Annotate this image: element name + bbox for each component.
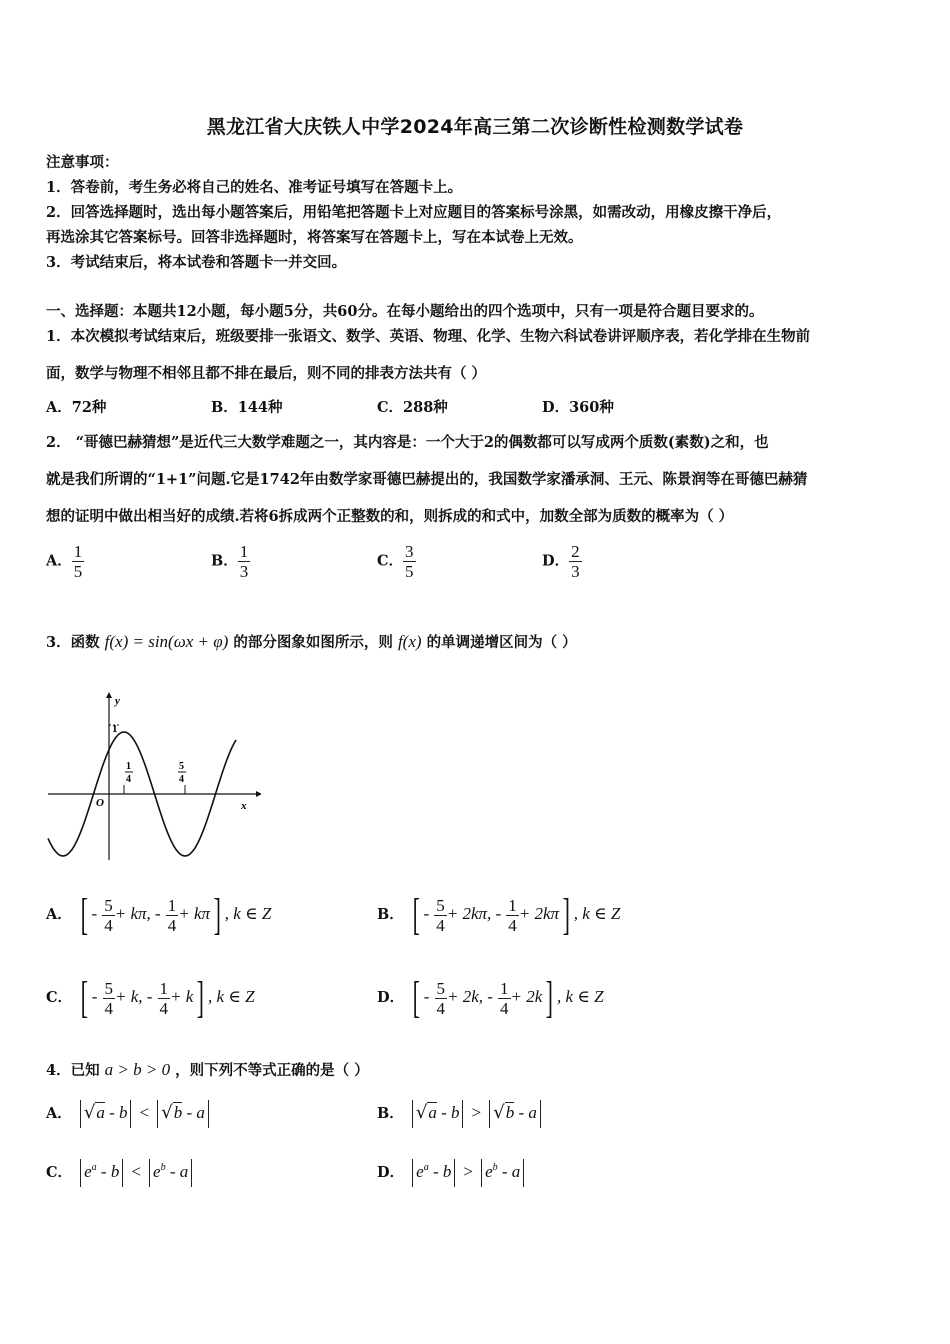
- origin-label: O: [96, 797, 104, 809]
- fraction: $\frac{1}{4}$: [159, 978, 168, 1018]
- q1-option-a: A．72种: [46, 399, 107, 416]
- q1-line-2: 面，数学与物理不相邻且都不排在最后，则不同的排表方法共有（ ）: [46, 365, 487, 382]
- function-name: f(x): [397, 632, 422, 651]
- q1-option-b: B．144种: [211, 399, 283, 416]
- x-tick-1-num: 1: [126, 761, 131, 772]
- q2-line-1: 2． “哥德巴赫猜想”是近代三大数学难题之一，其内容是：一个大于2的偶数都可以写成两个质数(素数)之和，也: [46, 434, 769, 451]
- q3-option-c: C． [ - $\frac{5}{4}$ + k, - $\frac{1}{4}$ + k] , k ∈ Z: [46, 973, 255, 1022]
- fraction: $\frac{1}{4}$: [167, 895, 177, 935]
- q2-option-b: B． $\frac{1}{3}$: [211, 542, 249, 581]
- fraction: $\frac{1}{3}$: [239, 542, 249, 581]
- note-1: 1．答卷前，考生务必将自己的姓名、准考证号填写在答题卡上。: [46, 179, 463, 196]
- note-2-line-1: 2．回答选择题时，选出每小题答案后，用铅笔把答题卡上对应题目的答案标号涂黑，如需改动，用橡皮擦干净后，: [46, 204, 782, 221]
- section-heading: 一、选择题：本题共12小题，每小题5分，共60分。在每小题给出的四个选项中，只有一项是符合题目要求的。: [46, 303, 764, 320]
- y-tick-label: 1: [112, 723, 118, 735]
- q4-stem: 4．已知 a > b > 0 ，则下列不等式正确的是（ ）: [46, 1060, 369, 1079]
- x-label: x: [241, 800, 247, 812]
- y-label: y: [115, 695, 120, 707]
- q2-line-2: 就是我们所谓的“1+1”问题.它是1742年由数学家哥德巴赫提出的，我国数学家潘承洞、王元、陈景润等在哥德巴赫猜: [46, 471, 808, 488]
- fraction: $\frac{3}{5}$: [405, 542, 414, 581]
- x-tick-2-num: 5: [179, 761, 184, 772]
- note-3: 3．考试结束后，将本试卷和答题卡一并交回。: [46, 254, 347, 271]
- q3-stem: 3．函数 f(x) = sin(ωx + φ) 的部分图象如图所示，则 f(x) 的单调递增区间为（ ）: [46, 632, 577, 651]
- condition: a > b > 0: [104, 1060, 171, 1079]
- fraction: $\frac{5}{4}$: [436, 978, 446, 1018]
- sine-graph: [46, 692, 261, 864]
- q2-option-c: C． $\frac{3}{5}$: [377, 542, 414, 581]
- y-axis-arrow: [106, 692, 112, 698]
- q4-option-a: A． √a - b < √b - a: [46, 1100, 212, 1128]
- fraction: $\frac{5}{4}$: [104, 895, 113, 935]
- q4-option-c: C． $e^a - b < e^b - a$: [46, 1158, 195, 1187]
- x-tick-1-den: 4: [126, 774, 131, 785]
- q2-option-d: D． $\frac{2}{3}$: [542, 542, 580, 581]
- q3-option-a: A． [ - $\frac{5}{4}$ + kπ, - $\frac{1}{4}$ + kπ] , k ∈ Z: [46, 890, 272, 939]
- notes-header: 注意事项：: [46, 154, 119, 171]
- fraction: $\frac{2}{3}$: [571, 542, 580, 581]
- fraction: $\frac{1}{4}$: [500, 978, 509, 1018]
- q4-option-b: B． √a - b > √b - a: [377, 1100, 544, 1128]
- q2-option-a: A． $\frac{1}{5}$: [46, 542, 83, 581]
- note-2-line-2: 再选涂其它答案标号。回答非选择题时，将答案写在答题卡上，写在本试卷上无效。: [46, 229, 583, 246]
- q4-option-d: D． $e^a - b > e^b - a$: [377, 1158, 527, 1187]
- page-title: 黑龙江省大庆铁人中学2024年高三第二次诊断性检测数学试卷: [206, 116, 744, 138]
- q3-option-d: D． [ - $\frac{5}{4}$ + 2k, - $\frac{1}{4}$ + 2k] , k ∈ Z: [377, 973, 604, 1022]
- q3-option-b: B． [ - $\frac{5}{4}$ + 2kπ, - $\frac{1}{4}$ + 2kπ] , k ∈ Z: [377, 890, 621, 939]
- x-tick-2-den: 4: [179, 774, 184, 785]
- q1-option-c: C．288种: [377, 399, 448, 416]
- q1-line-1: 1．本次模拟考试结束后，班级要排一张语文、数学、英语、物理、化学、生物六科试卷讲评顺序表，若化学排在生物前: [46, 328, 811, 345]
- fraction: $\frac{1}{4}$: [508, 895, 517, 935]
- fraction: $\frac{5}{4}$: [436, 895, 445, 935]
- fraction: $\frac{1}{5}$: [73, 542, 83, 581]
- q1-option-d: D．360种: [542, 399, 614, 416]
- x-axis-arrow: [256, 791, 261, 797]
- q2-line-3: 想的证明中做出相当好的成绩.若将6拆成两个正整数的和，则拆成的和式中，加数全部为质数的概率为（ ）: [46, 508, 734, 525]
- function-formula: f(x) = sin(ωx + φ): [104, 632, 229, 651]
- fraction: $\frac{5}{4}$: [104, 978, 113, 1018]
